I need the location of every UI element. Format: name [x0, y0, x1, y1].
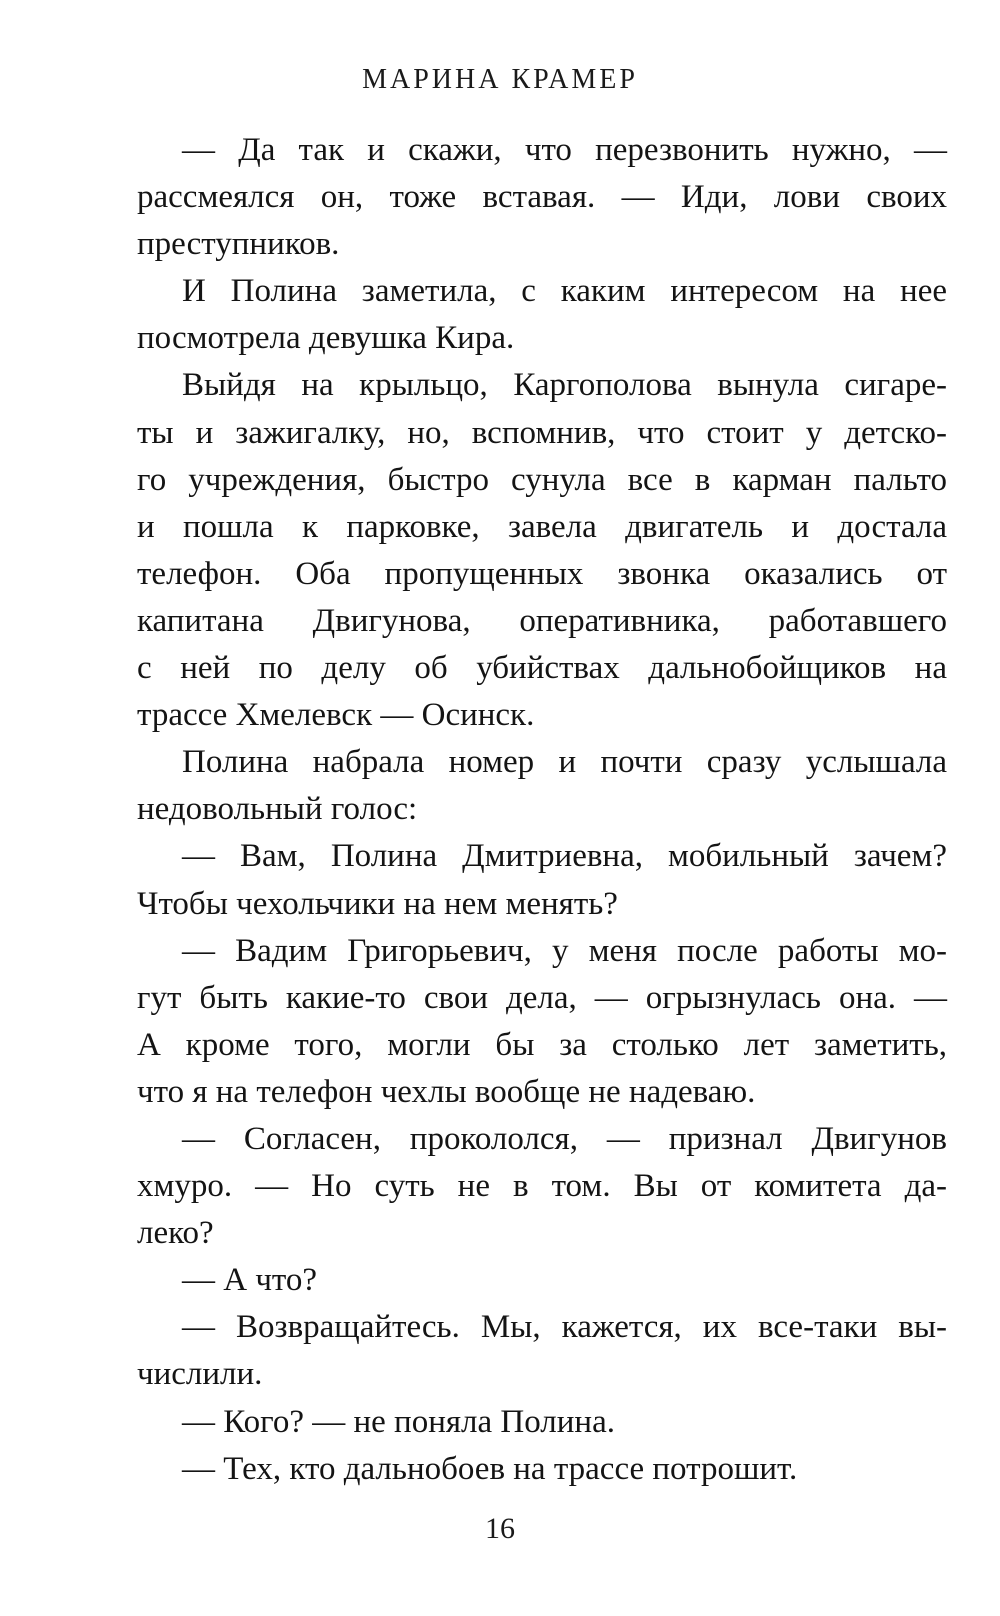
text-line: недовольный голос:: [137, 791, 418, 828]
text-line: А кроме того, могли бы за столько лет заметить,: [137, 1026, 947, 1063]
text-line: преступников.: [137, 226, 340, 263]
text-line: и пошла к парковке, завела двигатель и достала: [137, 508, 947, 545]
text-line: Полина набрала номер и почти сразу услышала: [182, 744, 947, 781]
text-line: гут быть какие-то свои дела, — огрызнулась она. —: [137, 979, 947, 1016]
text-line: — А что?: [182, 1262, 318, 1299]
text-line: — Да так и скажи, что перезвонить нужно, —: [182, 132, 947, 168]
text-line: — Возвращайтесь. Мы, кажется, их все-таки вы-: [182, 1309, 947, 1346]
text-line: рассмеялся он, тоже вставая. — Иди, лови своих: [137, 179, 947, 216]
page-number: 16: [485, 1512, 515, 1545]
text-line: капитана Двигунова, оперативника, работавшего: [137, 602, 947, 639]
text-line: что я на телефон чехлы вообще не надеваю.: [137, 1073, 756, 1110]
text-line: трассе Хмелевск — Осинск.: [137, 697, 535, 734]
text-line: числили.: [137, 1356, 263, 1393]
text-line: — Вадим Григорьевич, у меня после работы мо-: [182, 932, 947, 969]
text-line: ты и зажигалку, но, вспомнив, что стоит у детско-: [137, 414, 947, 451]
text-line: Чтобы чехольчики на нем менять?: [137, 885, 618, 922]
text-line: хмуро. — Но суть не в том. Вы от комитета да-: [137, 1168, 947, 1205]
text-line: посмотрела девушка Кира.: [137, 320, 515, 357]
text-line: леко?: [137, 1215, 214, 1252]
text-line: Выйдя на крыльцо, Каргополова вынула сигаре-: [182, 367, 947, 404]
text-line: И Полина заметила, с каким интересом на нее: [182, 273, 947, 310]
text-line: — Тех, кто дальнобоев на трассе потрошит.: [182, 1450, 798, 1487]
running-head: МАРИНА КРАМЕР: [362, 64, 638, 95]
text-line: — Вам, Полина Дмитриевна, мобильный зачем?: [182, 838, 947, 875]
text-line: го учреждения, быстро сунула все в карман пальто: [137, 461, 947, 498]
text-line: с ней по делу об убийствах дальнобойщиков на: [137, 650, 947, 687]
text-line: — Согласен, прокололся, — признал Двигунов: [182, 1120, 947, 1157]
text-line: телефон. Оба пропущенных звонка оказались от: [137, 555, 947, 592]
body-text: [137, 127, 947, 1493]
text-line: — Кого? — не поняла Полина.: [182, 1403, 615, 1440]
